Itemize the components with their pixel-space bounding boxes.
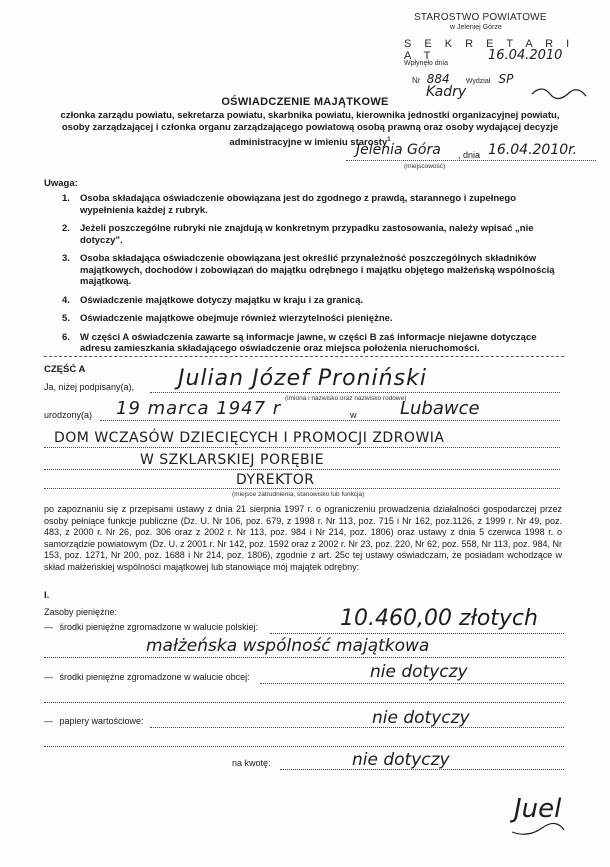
pln-rule bbox=[270, 633, 564, 634]
registration-stamp bbox=[390, 12, 590, 100]
stamp-city: w Jeleniej Górze bbox=[450, 24, 502, 31]
place-handwritten: Jelenia Góra bbox=[356, 142, 441, 158]
stamp-received-label: Wpłynęło dnia bbox=[404, 60, 448, 67]
uwaga-item-text: Jeżeli poszczególne rubryki nie znajdują w konkretnym przypadku zastosowania, należy wpisać „nie dotyczy”. bbox=[80, 223, 534, 246]
uwaga-item-num: 1. bbox=[62, 193, 70, 204]
foreign-rule-2 bbox=[44, 702, 564, 703]
workplace-caption: (miejsce zatrudnienia, stanowisko lub funkcja) bbox=[232, 491, 365, 498]
name-line bbox=[150, 392, 560, 393]
securities-rule bbox=[150, 727, 564, 728]
pln-note-handwritten: małżeńska wspólność majątkowa bbox=[146, 636, 430, 656]
ja-label: Ja, niżej podpisany(a), bbox=[44, 382, 135, 392]
uwaga-item bbox=[62, 332, 562, 355]
footnote-mark: 1 bbox=[387, 137, 391, 143]
position-handwritten: DYREKTOR bbox=[236, 472, 315, 488]
position-rule bbox=[44, 488, 560, 489]
workplace-line1: DOM WCZASÓW DZIECIĘCYCH I PROMOCJI ZDROWIA bbox=[54, 430, 445, 446]
stamp-nr-value: 884 bbox=[426, 72, 450, 86]
workplace-line2-rule bbox=[44, 469, 560, 470]
birth-line bbox=[100, 420, 560, 421]
uwaga-item-text: W części A oświadczenia zawarte są informacje jawne, w części B zaś informacje niejawne dotyczące adresu zamieszkania składającego oświadczenie oraz miejsca położenia nieruchomości. bbox=[80, 331, 537, 354]
uwaga-item bbox=[62, 193, 562, 216]
uwaga-item-text: Osoba składająca oświadczenie obowiązana jest do zgodnego z prawdą, starannego i zupełnego wypełnienia każdej z rubryk. bbox=[80, 193, 517, 216]
birth-place-handwritten: Lubawce bbox=[400, 398, 480, 419]
stamp-wydzial-value: SP bbox=[498, 72, 514, 86]
place-caption: (miejscowość) bbox=[404, 163, 446, 170]
dnia-label: , dnia bbox=[458, 150, 481, 160]
uwaga-item-num: 3. bbox=[62, 253, 70, 264]
foreign-rule bbox=[260, 683, 564, 684]
name-handwritten: Julian Józef Proniński bbox=[178, 366, 427, 391]
uwaga-item bbox=[62, 253, 562, 288]
securities-rule-2 bbox=[44, 746, 564, 747]
stamp-note-handwritten: Kadry bbox=[426, 84, 467, 100]
section-i-heading: I. bbox=[44, 590, 50, 601]
uwaga-item-num: 5. bbox=[62, 313, 70, 324]
name-caption: (imiona i nazwisko oraz nazwisko rodowe) bbox=[285, 395, 407, 402]
foreign-label: środki pieniężne zgromadzone w walucie obcej: bbox=[59, 672, 250, 682]
urodzony-label: urodzony(a) bbox=[44, 410, 93, 420]
uwaga-item bbox=[62, 223, 562, 246]
w-label: w bbox=[350, 410, 357, 420]
place-date-line bbox=[346, 160, 596, 161]
signature-flourish-icon bbox=[508, 822, 568, 840]
signature-initials: Juel bbox=[514, 794, 562, 824]
amount-rule bbox=[280, 769, 564, 770]
pln-note-rule bbox=[44, 657, 564, 658]
date-handwritten: 16.04.2010r. bbox=[488, 142, 578, 158]
securities-row bbox=[44, 716, 564, 728]
stamp-department: S E K R E T A R I A T bbox=[404, 38, 575, 62]
uwaga-item-num: 2. bbox=[62, 223, 70, 234]
czesc-a-heading: CZĘŚĆ A bbox=[44, 364, 86, 375]
foreign-row bbox=[44, 672, 564, 684]
dash-icon: — bbox=[44, 672, 53, 682]
place-date-row bbox=[346, 142, 606, 172]
stamp-wydzial-label: Wydział bbox=[465, 78, 491, 85]
uwaga-item-text: Oświadczenie majątkowe dotyczy majątku w kraju i za granicą. bbox=[80, 294, 363, 306]
workplace-line1-rule bbox=[44, 447, 560, 448]
stamp-office-name: STAROSTWO POWIATOWE bbox=[414, 12, 547, 23]
securities-value-handwritten: nie dotyczy bbox=[372, 708, 470, 728]
amount-value-handwritten: nie dotyczy bbox=[352, 750, 450, 770]
stamp-nr-label: Nr bbox=[412, 76, 421, 85]
pln-value-handwritten: 10.460,00 złotych bbox=[340, 606, 538, 631]
securities-label: papiery wartościowe: bbox=[59, 716, 144, 726]
uwaga-list bbox=[62, 193, 562, 355]
pln-label: środki pieniężne zgromadzone w walucie polskiej: bbox=[59, 622, 259, 632]
section-divider bbox=[44, 356, 564, 357]
stamp-date-handwritten: 16.04.2010 bbox=[488, 48, 563, 63]
workplace-line2: W SZKLARSKIEJ PORĘBIE bbox=[140, 452, 325, 468]
uwaga-item-num: 6. bbox=[62, 331, 70, 343]
document-subtitle-text: członka zarządu powiatu, sekretarza powiatu, skarbnika powiatu, kierownika jednostki organizacyjnej powiatu, osoby zarządzającej i członka organu zarządzającego powiatową osobą prawną oraz osoby wydającej decyzje administracyjne w imieniu starosty bbox=[60, 110, 560, 149]
dash-icon: — bbox=[44, 716, 53, 726]
legal-text: po zapoznaniu się z przepisami ustawy z dnia 21 sierpnia 1997 r. o ograniczeniu prowadzenia działalności gospodarczej przez osoby pełniące funkcje publiczne (Dz. U. Nr 106, poz. 679, z 1998 r. Nr 113, poz. 715 i Nr 162, poz.1126, z 1999 r. Nr 49, poz. 483, z 2000 r. Nr 26, poz. 306 oraz z 2002 r. Nr 113, poz. 984 i Nr 214, poz. 1806) oraz ustawy z dnia 5 czerwca 1998 r. o samorządzie powiatowym (Dz. U. z 2001 r. Nr 142, poz. 1592 oraz z 2002 r. Nr 23, poz. 220, Nr 62, poz. 558, Nr 113, poz. 984, Nr 153, poz. 1271, Nr 200, poz. 1688 i Nr 214, poz. 1806), zgodnie z art. 25c tej ustawy oświadczam, że posiadam wchodzące w skład małżeńskiej wspólności majątkowej lub stanowiące mój majątek odrębny: bbox=[44, 504, 562, 572]
uwaga-item-num: 4. bbox=[62, 294, 70, 306]
dash-icon: — bbox=[44, 622, 53, 632]
uwaga-item-text: Oświadczenie majątkowe obejmuje również wierzytelności pieniężne. bbox=[80, 313, 393, 324]
uwaga-item-text: Osoba składająca oświadczenie obowiązana jest określić przynależność poszczególnych składników majątkowych, dochodów i zobowiązań do majątku odrębnego i majątku objętego małżeńską wspólnością majątkową. bbox=[80, 253, 555, 287]
birth-date-handwritten: 19 marca 1947 r bbox=[116, 398, 282, 419]
document-title: OŚWIADCZENIE MAJĄTKOWE bbox=[221, 96, 389, 108]
uwaga-item bbox=[62, 295, 562, 307]
uwaga-item bbox=[62, 313, 562, 325]
amount-label: na kwotę: bbox=[232, 758, 271, 768]
foreign-value-handwritten: nie dotyczy bbox=[370, 662, 468, 682]
zasoby-label: Zasoby pieniężne: bbox=[44, 607, 118, 617]
uwaga-heading: Uwaga: bbox=[44, 178, 78, 189]
